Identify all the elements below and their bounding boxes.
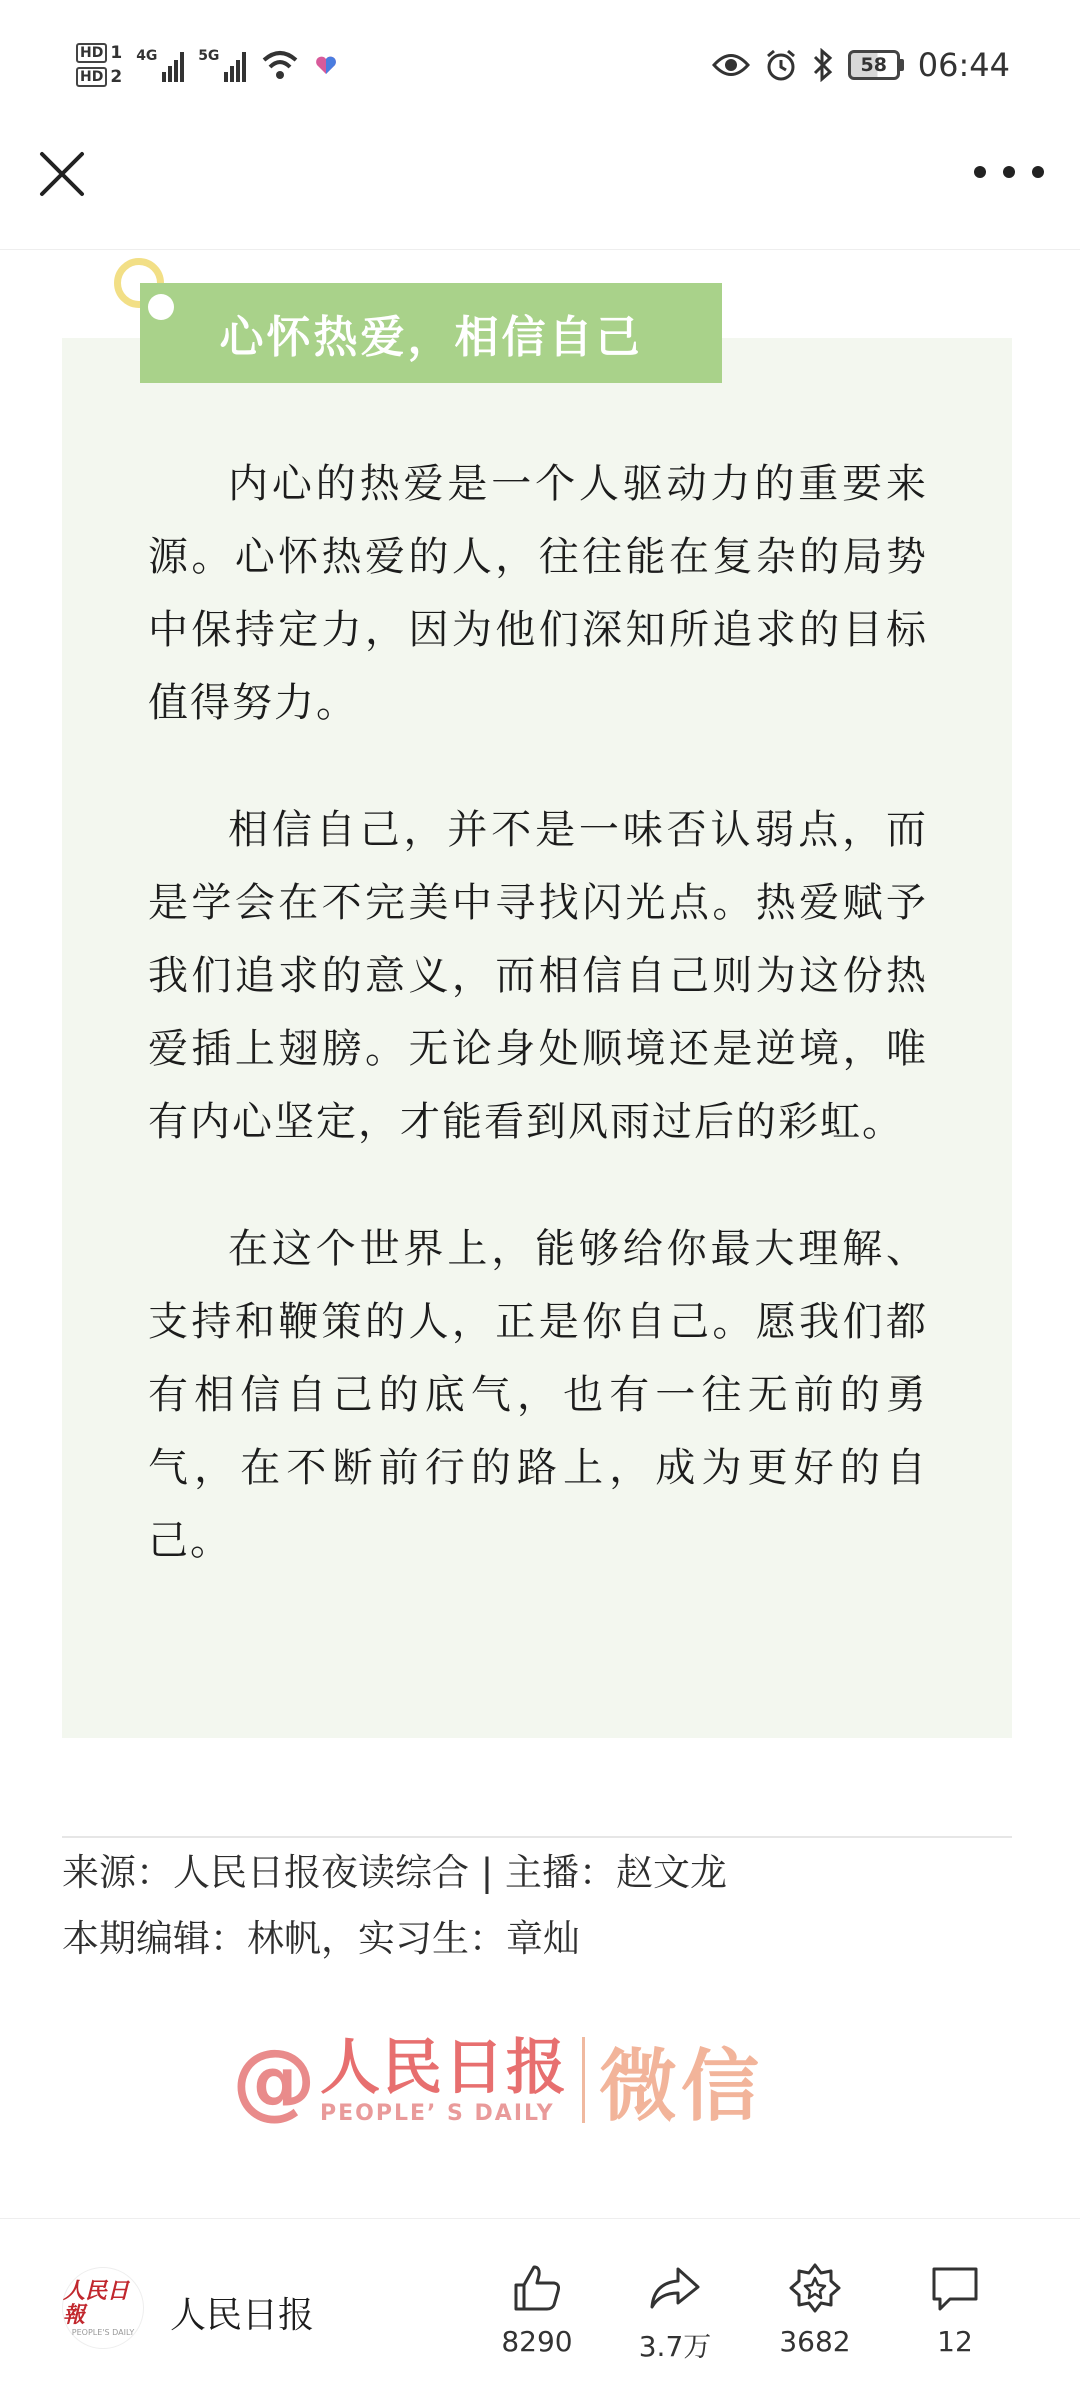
brand-name-en: PEOPLE’ S DAILY	[320, 2100, 555, 2126]
credits	[62, 1840, 1012, 1972]
brand-logo	[232, 2020, 832, 2140]
share-icon	[648, 2261, 702, 2315]
clock: 06:44	[917, 46, 1010, 84]
signal-5g-icon	[198, 48, 246, 82]
status-bar	[0, 0, 1080, 130]
comment-button[interactable]	[900, 2261, 1010, 2358]
article-paragraph: 内心的热爱是一个人驱动力的重要来源。心怀热爱的人，往往能在复杂的局势中保持定力，因为他们深知所追求的目标值得努力。	[148, 461, 928, 726]
editor-line: 本期编辑：林帆，实习生：章灿	[62, 1917, 580, 1960]
close-button[interactable]	[36, 148, 88, 200]
avatar-logo-en: PEOPLE'S DAILY	[71, 2327, 135, 2337]
hd-icon: HD	[76, 43, 107, 63]
network-type-label: 5G	[198, 48, 220, 64]
signal-4g-icon	[136, 48, 184, 82]
account-avatar[interactable]	[62, 2267, 144, 2349]
like-count: 8290	[501, 2325, 573, 2358]
divider	[62, 1836, 1012, 1838]
more-dot-icon	[1032, 166, 1044, 178]
battery-level: 58	[848, 50, 900, 80]
brand-name-cn: 人民日报	[320, 2032, 568, 2103]
article-paragraph: 在这个世界上，能够给你最大理解、支持和鞭策的人，正是你自己。愿我们都有相信自己的底气，也有一往无前的勇气，在不断前行的路上，成为更好的自己。	[148, 1226, 928, 1564]
like-button[interactable]	[482, 2261, 592, 2358]
thumbs-up-icon	[510, 2261, 564, 2315]
bottom-bar	[0, 2218, 1080, 2388]
sim-2-label: 2	[110, 67, 123, 87]
heart-icon	[314, 54, 338, 76]
decorative-dot	[148, 294, 174, 320]
nav-bar	[0, 130, 1080, 250]
bluetooth-icon	[812, 48, 834, 82]
share-button[interactable]	[620, 2261, 730, 2365]
alarm-icon	[764, 48, 798, 82]
article-title: 心怀热爱，相信自己	[140, 283, 722, 383]
article-paragraph: 相信自己，并不是一味否认弱点，而是学会在不完美中寻找闪光点。热爱赋予我们追求的意义，而相信自己则为这份热爱插上翅膀。无论身处顺境还是逆境，唯有内心坚定，才能看到风雨过后的彩虹。	[148, 807, 928, 1145]
share-count: 3.7万	[638, 2330, 712, 2363]
eye-icon	[712, 52, 750, 78]
recommend-icon	[788, 2261, 842, 2315]
brand-separator	[582, 2037, 585, 2123]
comment-count: 12	[937, 2325, 973, 2358]
account-name[interactable]: 人民日报	[170, 2295, 315, 2336]
network-type-label: 4G	[136, 48, 158, 64]
status-left	[76, 43, 338, 87]
close-icon	[36, 148, 88, 200]
sim-1-label: 1	[110, 43, 123, 63]
battery-icon	[848, 50, 904, 80]
brand-at-symbol: @	[232, 2031, 316, 2129]
more-dot-icon	[1003, 166, 1015, 178]
recommend-count: 3682	[779, 2325, 851, 2358]
status-right	[712, 46, 1010, 84]
hd-icon: HD	[76, 67, 107, 87]
more-options-button[interactable]	[974, 152, 1044, 192]
wifi-icon	[260, 48, 300, 82]
hd-indicators	[76, 43, 122, 87]
brand-platform: 微信	[599, 2042, 764, 2132]
source-line: 来源：人民日报夜读综合 | 主播：赵文龙	[62, 1851, 727, 1894]
avatar-logo: 人民日報	[63, 2278, 130, 2328]
article-body	[148, 448, 928, 1632]
comment-icon	[928, 2261, 982, 2315]
more-dot-icon	[974, 166, 986, 178]
recommend-button[interactable]	[760, 2261, 870, 2358]
